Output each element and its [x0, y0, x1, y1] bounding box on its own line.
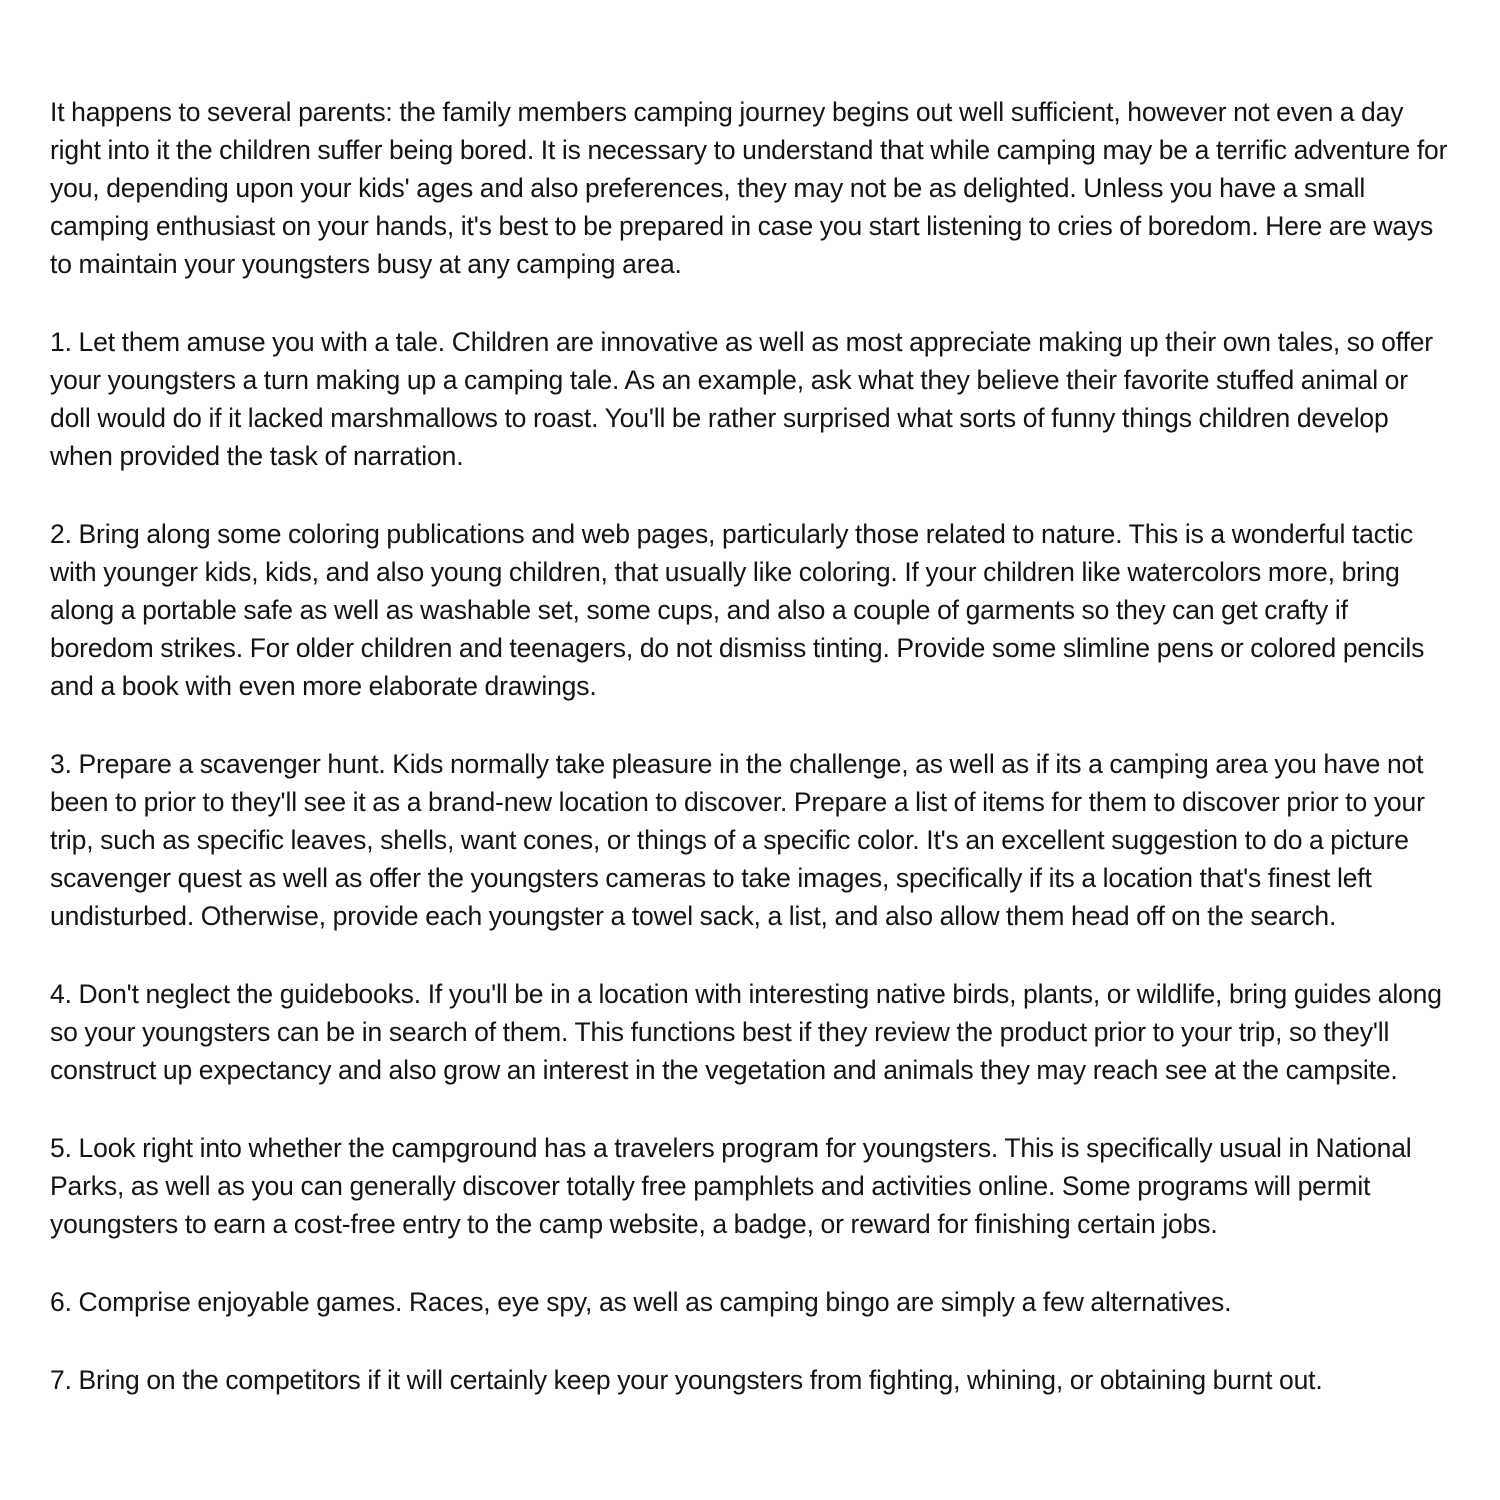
document-body — [50, 93, 1450, 1439]
tip-1-paragraph: 1. Let them amuse you with a tale. Children are innovative as well as most appreciate making up their own tales, so offer your youngsters a turn making up a camping tale. As an example, ask what they believe their favorite stuffed animal or doll would do if it lacked marshmallows to roast. You'll be rather surprised what sorts of funny things children develop when provided the task of narration. — [50, 327, 1433, 471]
tip-7-paragraph: 7. Bring on the competitors if it will certainly keep your youngsters from fighting, whining, or obtaining burnt out. — [50, 1365, 1323, 1395]
tip-2-paragraph: 2. Bring along some coloring publications and web pages, particularly those related to nature. This is a wonderful tactic with younger kids, kids, and also young children, that usually like coloring. If your children like watercolors more, bring along a portable safe as well as washable set, some cups, and also a couple of garments so they can get crafty if boredom strikes. For older children and teenagers, do not dismiss tinting. Provide some slimline pens or colored pencils and a book with even more elaborate drawings. — [50, 519, 1425, 701]
intro-paragraph: It happens to several parents: the family members camping journey begins out well sufficient, however not even a day right into it the children suffer being bored. It is necessary to understand that while camping may be a terrific adventure for you, depending upon your kids' ages and also preferences, they may not be as delighted. Unless you have a small camping enthusiast on your hands, it's best to be prepared in case you start listening to cries of boredom. Here are ways to maintain your youngsters busy at any camping area. — [50, 97, 1448, 279]
tip-5-paragraph: 5. Look right into whether the campground has a travelers program for youngsters. This is specifically usual in National Parks, as well as you can generally discover totally free pamphlets and activities online. Some programs will permit youngsters to earn a cost-free entry to the camp website, a badge, or reward for finishing certain jobs. — [50, 1133, 1412, 1239]
tip-3-paragraph: 3. Prepare a scavenger hunt. Kids normally take pleasure in the challenge, as well as if its a camping area you have not been to prior to they'll see it as a brand-new location to discover. Prepare a list of items for them to discover prior to your trip, such as specific leaves, shells, want cones, or things of a specific color. It's an excellent suggestion to do a picture scavenger quest as well as offer the youngsters cameras to take images, specifically if its a location that's finest left undisturbed. Otherwise, provide each youngster a towel sack, a list, and also allow them head off on the search. — [50, 749, 1425, 931]
tip-4-paragraph: 4. Don't neglect the guidebooks. If you'll be in a location with interesting native birds, plants, or wildlife, bring guides along so your youngsters can be in search of them. This functions best if they review the product prior to your trip, so they'll construct up expectancy and also grow an interest in the vegetation and animals they may reach see at the campsite. — [50, 979, 1442, 1085]
tip-6-paragraph: 6. Comprise enjoyable games. Races, eye spy, as well as camping bingo are simply a few alternatives. — [50, 1287, 1232, 1317]
